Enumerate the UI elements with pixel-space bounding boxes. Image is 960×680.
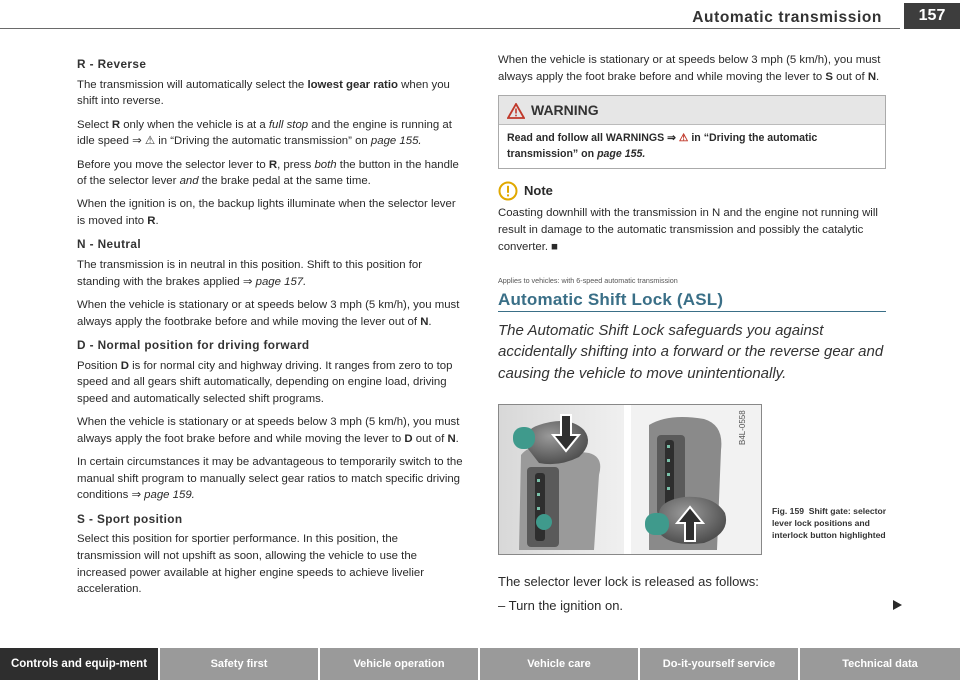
drive-para-3: In certain circumstances it may be advantageous to temporarily switch to the manual shift program to manually select gear ratios to match specific driving conditions ⇒ page 159.	[77, 456, 463, 502]
sport-para-1: Select this position for sportier performance. In this position, the transmission will not upshift as soon, allowing the vehicle to use the increased power available at higher engine speeds to achieve livelier acceleration.	[77, 533, 424, 596]
note-body: Coasting downhill with the transmission in N and the engine not running will result in damage to the automatic transmission and possibly the catalytic converter. ■	[498, 207, 878, 253]
heading-reverse: R - Reverse	[77, 57, 147, 71]
heading-sport: S - Sport position	[77, 511, 183, 526]
reverse-para-1: The transmission will automatically select the lowest gear ratio when you shift into reverse.	[77, 78, 450, 108]
warning-header	[499, 96, 885, 124]
applies-to-text: Applies to vehicles: with 6-speed automatic transmission	[498, 276, 678, 286]
page-header-title: Automatic transmission	[692, 9, 882, 26]
warning-triangle-icon: ⚠	[678, 132, 689, 145]
footer-tab-controls[interactable]: Controls and equip-ment	[0, 648, 158, 680]
left-column	[77, 52, 463, 605]
figure-code: B4L-0558	[738, 410, 747, 445]
page-link-157[interactable]: page 157.	[255, 275, 307, 288]
right-column	[498, 52, 886, 391]
warning-triangle-icon: ⚠	[144, 135, 156, 148]
footer-tab-diy-service[interactable]: Do-it-yourself service	[640, 648, 798, 680]
note-header	[498, 181, 886, 201]
footer-tab-vehicle-care[interactable]: Vehicle care	[480, 648, 638, 680]
shift-gate-illustration	[499, 405, 761, 554]
warning-triangle-icon	[507, 103, 525, 119]
page-link-155[interactable]: page 155.	[597, 147, 646, 160]
warning-box	[498, 95, 886, 169]
section-title: Automatic Shift Lock (ASL)	[498, 289, 724, 309]
reverse-para-4: When the ignition is on, the backup lights illuminate when the selector lever is moved into R.	[77, 198, 456, 228]
page-number: 157	[904, 3, 960, 29]
drive-para-1: Position D is for normal city and highway driving. It ranges from zero to top speed and all gears shift automatically, depending on engine load, driving speed and automatically selected shift programs.	[77, 359, 453, 405]
release-text: The selector lever lock is released as follows:	[498, 574, 759, 589]
neutral-para-2: When the vehicle is stationary or at speeds below 3 mph (5 km/h), you must always apply the footbrake before and while moving the lever out of N.	[77, 298, 460, 328]
page-link-155[interactable]: page 155.	[370, 135, 422, 148]
note-title: Note	[524, 182, 553, 198]
continue-arrow-icon	[893, 600, 902, 610]
heading-neutral: N - Neutral	[77, 237, 142, 252]
heading-drive: D - Normal position for driving forward	[77, 337, 310, 352]
step-turn-ignition: – Turn the ignition on.	[498, 598, 624, 613]
footer-tab-technical-data[interactable]: Technical data	[800, 648, 960, 680]
warning-body: Read and follow all WARNINGS ⇒ ⚠ in “Driving the automatic transmission” on page 155.	[499, 124, 885, 168]
footer-nav	[0, 648, 960, 680]
warning-title: WARNING	[531, 102, 599, 119]
header-rule	[0, 28, 900, 29]
reverse-para-3: Before you move the selector lever to R, press both the button in the handle of the selector lever and the brake pedal at the same time.	[77, 158, 459, 188]
stationary-para: When the vehicle is stationary or at speeds below 3 mph (5 km/h), you must always apply the foot brake before and while moving the lever to S out of N.	[498, 54, 881, 83]
footer-tab-vehicle-operation[interactable]: Vehicle operation	[320, 648, 478, 680]
reverse-para-2: Select R only when the vehicle is at a full stop and the engine is running at idle speed ⇒ ⚠ in “Driving the automatic transmission” on page 155.	[77, 118, 452, 148]
page-link-159[interactable]: page 159.	[144, 489, 195, 502]
shift-gate-figure	[498, 404, 762, 555]
section-rule	[498, 311, 886, 312]
exclamation-circle-icon	[498, 181, 518, 201]
drive-para-2: When the vehicle is stationary or at speeds below 3 mph (5 km/h), you must always apply the foot brake before and while moving the lever to D out of N.	[77, 416, 460, 445]
neutral-para-1: The transmission is in neutral in this position. Shift to this position for standing with the brakes applied ⇒ page 157.	[77, 259, 423, 288]
figure-caption: Fig. 159 Shift gate: selector lever lock positions and interlock button highlighted	[772, 506, 887, 541]
section-lead: The Automatic Shift Lock safeguards you against accidentally shifting into a forward or the reverse gear and causing the vehicle to move unintentionally.	[498, 321, 884, 382]
footer-tab-safety[interactable]: Safety first	[160, 648, 318, 680]
